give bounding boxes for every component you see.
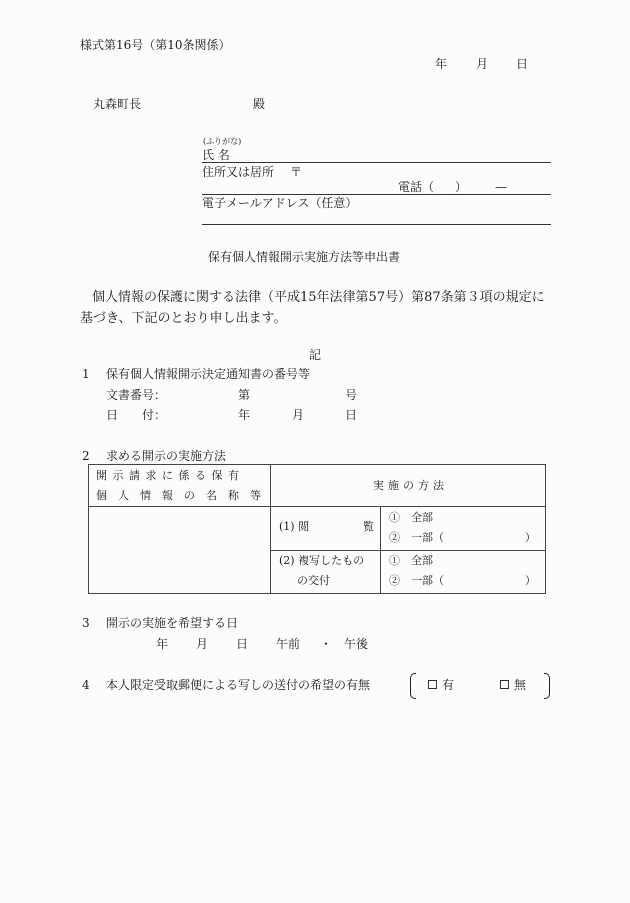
am-option[interactable]: 午前: [276, 637, 301, 651]
phone-close: ）: [455, 180, 468, 194]
section3-number: 3: [82, 616, 90, 630]
method-table: [88, 464, 546, 594]
doc-number-dai: 第: [238, 388, 251, 402]
desired-month: 月: [196, 637, 209, 651]
table-divider-row: [270, 550, 545, 551]
method-row1-label: (1) 閲: [279, 520, 310, 533]
option-yes[interactable]: [428, 678, 454, 692]
table-divider-header: [89, 506, 545, 507]
addressee-name: 丸森町長: [93, 97, 142, 111]
date-day: 日: [516, 57, 529, 71]
desired-year: 年: [156, 637, 169, 651]
date-month: 月: [476, 57, 489, 71]
row1-option2-close: ）: [525, 531, 536, 544]
intro-line-2: 基づき、下記のとおり申し出ます。: [80, 311, 287, 326]
section2-number: 2: [82, 449, 90, 463]
date-label-1: 日: [106, 408, 119, 422]
section4-heading: 本人限定受取郵便による写しの送付の希望の有無: [106, 678, 371, 692]
row1-option1[interactable]: ① 全部: [389, 511, 433, 524]
postal-mark: 〒: [290, 165, 303, 179]
phone-dash: —: [495, 180, 507, 194]
section4-number: 4: [82, 678, 90, 692]
method-row2-label: (2) 複写したもの: [279, 554, 365, 567]
doc-number-label: 文書番号：: [106, 388, 167, 402]
doc-number-go: 号: [345, 388, 358, 402]
option-no-label: 無: [514, 678, 527, 692]
option-no[interactable]: [500, 678, 526, 692]
col1-header-line1: 開示請求に係る保有: [96, 469, 245, 482]
address-label: 住所又は居所: [202, 165, 275, 179]
method-row2-label-2: の交付: [297, 574, 330, 587]
date-year: 年: [435, 57, 448, 71]
section3-heading: 開示の実施を希望する日: [106, 616, 239, 630]
section1-number: 1: [82, 367, 90, 381]
addressee-honorific: 殿: [253, 97, 266, 111]
email-field-line[interactable]: [202, 224, 551, 225]
form-number: 様式第16号（第10条関係）: [80, 38, 231, 52]
row2-option2[interactable]: ② 一部（: [389, 574, 444, 587]
option-yes-label: 有: [442, 678, 455, 692]
col2-header: 実施の方法: [373, 479, 448, 492]
section2-heading: 求める開示の実施方法: [106, 449, 227, 463]
checkbox-yes-icon[interactable]: [428, 680, 437, 689]
address-field-line[interactable]: [202, 194, 551, 195]
document-title: 保有個人情報開示実施方法等申出書: [208, 250, 401, 264]
date-label-2: 付：: [142, 408, 167, 422]
table-divider-col1: [270, 465, 271, 593]
name-field-line[interactable]: [202, 162, 551, 163]
ki-label: 記: [309, 348, 322, 362]
method-row1-label-b: 覧: [363, 520, 374, 533]
notice-date-year: 年: [238, 408, 251, 422]
section1-heading: 保有個人情報開示決定通知書の番号等: [106, 367, 311, 381]
right-bracket: [544, 673, 550, 699]
row2-option2-close: ）: [525, 574, 536, 587]
left-bracket: [410, 673, 416, 699]
row1-option2[interactable]: ② 一部（: [389, 531, 444, 544]
email-label: 電子メールアドレス（任意）: [202, 196, 358, 210]
separator-dot: ・: [320, 637, 333, 651]
name-label: 氏 名: [202, 148, 230, 162]
furigana-label: (ふりがな): [203, 137, 242, 146]
pm-option[interactable]: 午後: [344, 637, 369, 651]
checkbox-no-icon[interactable]: [500, 680, 509, 689]
row2-option1[interactable]: ① 全部: [389, 554, 433, 567]
desired-day: 日: [236, 637, 249, 651]
phone-label: 電話（: [398, 180, 435, 194]
col1-header-line2: 個人情報の名称等: [96, 489, 272, 502]
intro-line-1: 個人情報の保護に関する法律（平成15年法律第57号）第87条第３項の規定に: [92, 290, 545, 305]
notice-date-month: 月: [292, 408, 305, 422]
notice-date-day: 日: [345, 408, 358, 422]
